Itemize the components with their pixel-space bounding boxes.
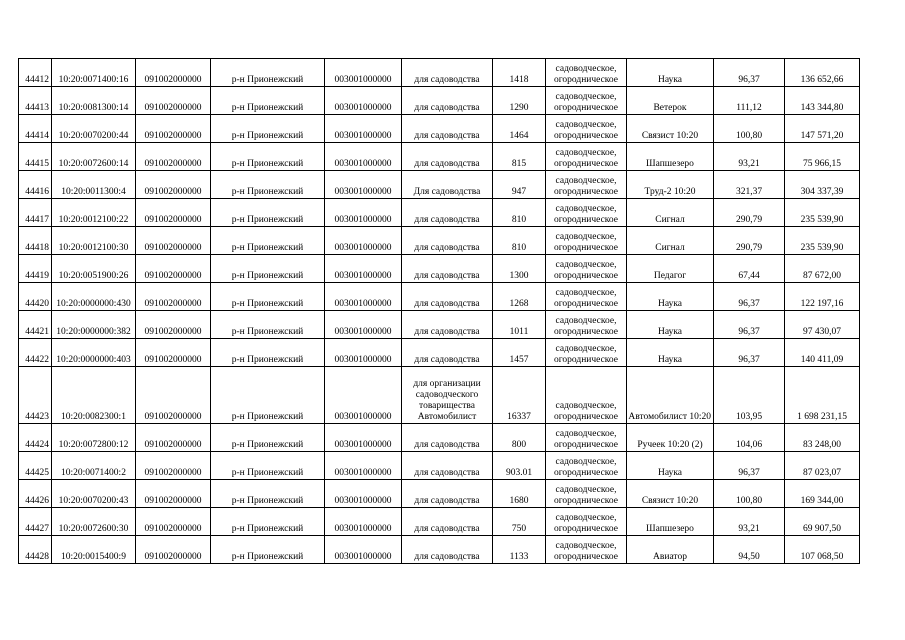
cell-cadastral-number: 10:20:0012100:30 xyxy=(52,227,136,255)
cell-partnership-name: Наука xyxy=(627,339,714,367)
registry-body xyxy=(19,59,860,564)
cell-district: р-н Прионежский xyxy=(211,87,325,115)
table-row xyxy=(19,452,860,480)
cell-record-number: 44417 xyxy=(19,199,52,227)
cell-cadastral-number: 10:20:0072800:12 xyxy=(52,424,136,452)
cell-record-number: 44418 xyxy=(19,227,52,255)
cell-cadastral-value: 235 539,90 xyxy=(785,227,860,255)
cell-specific-value: 96,37 xyxy=(714,339,785,367)
cell-area: 810 xyxy=(493,199,546,227)
cell-district: р-н Прионежский xyxy=(211,367,325,424)
cell-record-number: 44419 xyxy=(19,255,52,283)
table-row xyxy=(19,480,860,508)
cell-record-number: 44421 xyxy=(19,311,52,339)
cell-partnership-name: Наука xyxy=(627,283,714,311)
cell-area: 1133 xyxy=(493,536,546,564)
table-row xyxy=(19,143,860,171)
table-row xyxy=(19,171,860,199)
cell-area: 947 xyxy=(493,171,546,199)
cell-district: р-н Прионежский xyxy=(211,339,325,367)
cell-cadastral-value: 136 652,66 xyxy=(785,59,860,87)
cell-area: 1680 xyxy=(493,480,546,508)
cell-cadastral-value: 1 698 231,15 xyxy=(785,367,860,424)
cell-district: р-н Прионежский xyxy=(211,452,325,480)
cell-cadastral-value: 122 197,16 xyxy=(785,283,860,311)
cell-specific-value: 96,37 xyxy=(714,59,785,87)
cell-cadastral-number: 10:20:0000000:430 xyxy=(52,283,136,311)
cell-oktmo-code: 003001000000 xyxy=(325,536,402,564)
table-row xyxy=(19,87,860,115)
cell-area: 1300 xyxy=(493,255,546,283)
cell-cadastral-value: 304 337,39 xyxy=(785,171,860,199)
cell-okato-code: 091002000000 xyxy=(136,171,211,199)
cell-partnership-name: Шапшезеро xyxy=(627,508,714,536)
cell-partnership-name: Сигнал xyxy=(627,227,714,255)
cell-area: 810 xyxy=(493,227,546,255)
cell-cadastral-number: 10:20:0051900:26 xyxy=(52,255,136,283)
cell-cadastral-value: 75 966,15 xyxy=(785,143,860,171)
cell-partnership-name: Ветерок xyxy=(627,87,714,115)
cell-use-category: садоводческое, огородническое xyxy=(546,255,627,283)
cell-area: 750 xyxy=(493,508,546,536)
table-row xyxy=(19,283,860,311)
cell-permitted-use: для садоводства xyxy=(402,87,493,115)
cell-district: р-н Прионежский xyxy=(211,424,325,452)
cell-specific-value: 290,79 xyxy=(714,199,785,227)
cell-oktmo-code: 003001000000 xyxy=(325,199,402,227)
cell-use-category: садоводческое, огородническое xyxy=(546,283,627,311)
cell-use-category: садоводческое, огородническое xyxy=(546,59,627,87)
cell-cadastral-number: 10:20:0000000:382 xyxy=(52,311,136,339)
cell-oktmo-code: 003001000000 xyxy=(325,424,402,452)
cell-partnership-name: Наука xyxy=(627,452,714,480)
cell-specific-value: 96,37 xyxy=(714,283,785,311)
cell-okato-code: 091002000000 xyxy=(136,227,211,255)
cell-partnership-name: Труд-2 10:20 xyxy=(627,171,714,199)
cell-oktmo-code: 003001000000 xyxy=(325,115,402,143)
cell-cadastral-number: 10:20:0082300:1 xyxy=(52,367,136,424)
cell-district: р-н Прионежский xyxy=(211,508,325,536)
cell-permitted-use: для садоводства xyxy=(402,227,493,255)
cell-oktmo-code: 003001000000 xyxy=(325,283,402,311)
cell-cadastral-number: 10:20:0012100:22 xyxy=(52,199,136,227)
cell-cadastral-number: 10:20:0015400:9 xyxy=(52,536,136,564)
cell-oktmo-code: 003001000000 xyxy=(325,255,402,283)
cell-permitted-use: для садоводства xyxy=(402,283,493,311)
cell-area: 815 xyxy=(493,143,546,171)
cell-permitted-use: для садоводства xyxy=(402,452,493,480)
cell-oktmo-code: 003001000000 xyxy=(325,143,402,171)
cell-permitted-use: для садоводства xyxy=(402,199,493,227)
cell-oktmo-code: 003001000000 xyxy=(325,367,402,424)
cell-specific-value: 321,37 xyxy=(714,171,785,199)
cell-partnership-name: Автомобилист 10:20 xyxy=(627,367,714,424)
cell-use-category: садоводческое, огородническое xyxy=(546,115,627,143)
cell-use-category: садоводческое, огородническое xyxy=(546,536,627,564)
cell-oktmo-code: 003001000000 xyxy=(325,87,402,115)
cell-record-number: 44425 xyxy=(19,452,52,480)
cell-specific-value: 94,50 xyxy=(714,536,785,564)
cell-district: р-н Прионежский xyxy=(211,59,325,87)
cell-use-category: садоводческое, огородническое xyxy=(546,143,627,171)
cell-record-number: 44415 xyxy=(19,143,52,171)
table-row xyxy=(19,227,860,255)
cell-cadastral-number: 10:20:0072600:14 xyxy=(52,143,136,171)
cell-record-number: 44423 xyxy=(19,367,52,424)
cell-use-category: садоводческое, огородническое xyxy=(546,452,627,480)
cell-partnership-name: Наука xyxy=(627,311,714,339)
cell-area: 1290 xyxy=(493,87,546,115)
cell-record-number: 44426 xyxy=(19,480,52,508)
cell-area: 800 xyxy=(493,424,546,452)
cell-use-category: садоводческое, огородническое xyxy=(546,199,627,227)
cell-use-category: садоводческое, огородническое xyxy=(546,367,627,424)
cell-permitted-use: для организации садоводческого товарищества Автомобилист xyxy=(402,367,493,424)
table-row xyxy=(19,339,860,367)
cell-record-number: 44424 xyxy=(19,424,52,452)
cell-record-number: 44427 xyxy=(19,508,52,536)
cell-permitted-use: для садоводства xyxy=(402,59,493,87)
cell-district: р-н Прионежский xyxy=(211,199,325,227)
cell-district: р-н Прионежский xyxy=(211,480,325,508)
registry-table xyxy=(18,58,860,564)
cell-district: р-н Прионежский xyxy=(211,227,325,255)
table-row xyxy=(19,424,860,452)
cell-okato-code: 091002000000 xyxy=(136,87,211,115)
cell-partnership-name: Авиатор xyxy=(627,536,714,564)
cell-oktmo-code: 003001000000 xyxy=(325,311,402,339)
cell-district: р-н Прионежский xyxy=(211,115,325,143)
cell-permitted-use: для садоводства xyxy=(402,311,493,339)
cell-use-category: садоводческое, огородническое xyxy=(546,311,627,339)
cell-permitted-use: для садоводства xyxy=(402,536,493,564)
cell-area: 1457 xyxy=(493,339,546,367)
cell-permitted-use: для садоводства xyxy=(402,255,493,283)
cell-permitted-use: для садоводства xyxy=(402,424,493,452)
cell-cadastral-number: 10:20:0071400:16 xyxy=(52,59,136,87)
cell-area: 1464 xyxy=(493,115,546,143)
cell-district: р-н Прионежский xyxy=(211,283,325,311)
cell-use-category: садоводческое, огородническое xyxy=(546,339,627,367)
cell-district: р-н Прионежский xyxy=(211,171,325,199)
cell-okato-code: 091002000000 xyxy=(136,115,211,143)
cell-record-number: 44428 xyxy=(19,536,52,564)
cell-specific-value: 93,21 xyxy=(714,143,785,171)
cell-okato-code: 091002000000 xyxy=(136,339,211,367)
cell-specific-value: 100,80 xyxy=(714,480,785,508)
cell-cadastral-value: 83 248,00 xyxy=(785,424,860,452)
table-row xyxy=(19,59,860,87)
cell-cadastral-number: 10:20:0070200:43 xyxy=(52,480,136,508)
cell-oktmo-code: 003001000000 xyxy=(325,480,402,508)
cell-specific-value: 111,12 xyxy=(714,87,785,115)
cell-okato-code: 091002000000 xyxy=(136,480,211,508)
cell-use-category: садоводческое, огородническое xyxy=(546,227,627,255)
cell-area: 1418 xyxy=(493,59,546,87)
cell-cadastral-value: 235 539,90 xyxy=(785,199,860,227)
cell-record-number: 44413 xyxy=(19,87,52,115)
cell-oktmo-code: 003001000000 xyxy=(325,59,402,87)
cell-specific-value: 290,79 xyxy=(714,227,785,255)
cell-oktmo-code: 003001000000 xyxy=(325,452,402,480)
cell-permitted-use: для садоводства xyxy=(402,143,493,171)
table-row xyxy=(19,255,860,283)
cell-cadastral-number: 10:20:0071400:2 xyxy=(52,452,136,480)
cell-use-category: садоводческое, огородническое xyxy=(546,508,627,536)
cell-partnership-name: Наука xyxy=(627,59,714,87)
cell-area: 1011 xyxy=(493,311,546,339)
table-row xyxy=(19,508,860,536)
table-row xyxy=(19,311,860,339)
cell-district: р-н Прионежский xyxy=(211,143,325,171)
cell-okato-code: 091002000000 xyxy=(136,255,211,283)
cell-district: р-н Прионежский xyxy=(211,536,325,564)
cell-area: 16337 xyxy=(493,367,546,424)
cell-cadastral-value: 169 344,00 xyxy=(785,480,860,508)
cell-oktmo-code: 003001000000 xyxy=(325,171,402,199)
cell-use-category: садоводческое, огородническое xyxy=(546,480,627,508)
cell-record-number: 44422 xyxy=(19,339,52,367)
cell-cadastral-number: 10:20:0000000:403 xyxy=(52,339,136,367)
cell-okato-code: 091002000000 xyxy=(136,508,211,536)
cell-use-category: садоводческое, огородническое xyxy=(546,87,627,115)
cell-oktmo-code: 003001000000 xyxy=(325,339,402,367)
cell-cadastral-value: 140 411,09 xyxy=(785,339,860,367)
cell-specific-value: 67,44 xyxy=(714,255,785,283)
cell-partnership-name: Шапшезеро xyxy=(627,143,714,171)
table-row xyxy=(19,536,860,564)
cell-specific-value: 96,37 xyxy=(714,452,785,480)
cell-okato-code: 091002000000 xyxy=(136,424,211,452)
cell-permitted-use: для садоводства xyxy=(402,508,493,536)
cell-district: р-н Прионежский xyxy=(211,255,325,283)
cell-cadastral-value: 69 907,50 xyxy=(785,508,860,536)
cell-use-category: садоводческое, огородническое xyxy=(546,171,627,199)
cell-district: р-н Прионежский xyxy=(211,311,325,339)
cell-area: 1268 xyxy=(493,283,546,311)
cell-permitted-use: для садоводства xyxy=(402,480,493,508)
cell-okato-code: 091002000000 xyxy=(136,367,211,424)
cell-record-number: 44414 xyxy=(19,115,52,143)
cell-okato-code: 091002000000 xyxy=(136,143,211,171)
cell-cadastral-number: 10:20:0070200:44 xyxy=(52,115,136,143)
cell-record-number: 44412 xyxy=(19,59,52,87)
cell-cadastral-value: 87 672,00 xyxy=(785,255,860,283)
cell-partnership-name: Ручеек 10:20 (2) xyxy=(627,424,714,452)
cell-partnership-name: Сигнал xyxy=(627,199,714,227)
cell-okato-code: 091002000000 xyxy=(136,452,211,480)
cell-specific-value: 103,95 xyxy=(714,367,785,424)
cell-record-number: 44420 xyxy=(19,283,52,311)
cell-oktmo-code: 003001000000 xyxy=(325,227,402,255)
cell-partnership-name: Связист 10:20 xyxy=(627,480,714,508)
cell-specific-value: 100,80 xyxy=(714,115,785,143)
cell-record-number: 44416 xyxy=(19,171,52,199)
cell-use-category: садоводческое, огородническое xyxy=(546,424,627,452)
table-row xyxy=(19,367,860,424)
cell-specific-value: 104,06 xyxy=(714,424,785,452)
cell-cadastral-value: 107 068,50 xyxy=(785,536,860,564)
cell-okato-code: 091002000000 xyxy=(136,283,211,311)
cell-cadastral-number: 10:20:0072600:30 xyxy=(52,508,136,536)
cell-cadastral-value: 97 430,07 xyxy=(785,311,860,339)
cell-partnership-name: Связист 10:20 xyxy=(627,115,714,143)
cell-permitted-use: для садоводства xyxy=(402,339,493,367)
cell-okato-code: 091002000000 xyxy=(136,311,211,339)
cell-specific-value: 96,37 xyxy=(714,311,785,339)
cell-area: 903.01 xyxy=(493,452,546,480)
table-row xyxy=(19,199,860,227)
cell-partnership-name: Педагог xyxy=(627,255,714,283)
cell-oktmo-code: 003001000000 xyxy=(325,508,402,536)
table-row xyxy=(19,115,860,143)
cell-cadastral-number: 10:20:0011300:4 xyxy=(52,171,136,199)
cell-okato-code: 091002000000 xyxy=(136,199,211,227)
cell-cadastral-value: 147 571,20 xyxy=(785,115,860,143)
cell-specific-value: 93,21 xyxy=(714,508,785,536)
cell-cadastral-value: 87 023,07 xyxy=(785,452,860,480)
cell-cadastral-number: 10:20:0081300:14 xyxy=(52,87,136,115)
cell-cadastral-value: 143 344,80 xyxy=(785,87,860,115)
cell-okato-code: 091002000000 xyxy=(136,59,211,87)
cell-permitted-use: для садоводства xyxy=(402,115,493,143)
cell-permitted-use: Для садоводства xyxy=(402,171,493,199)
cell-okato-code: 091002000000 xyxy=(136,536,211,564)
